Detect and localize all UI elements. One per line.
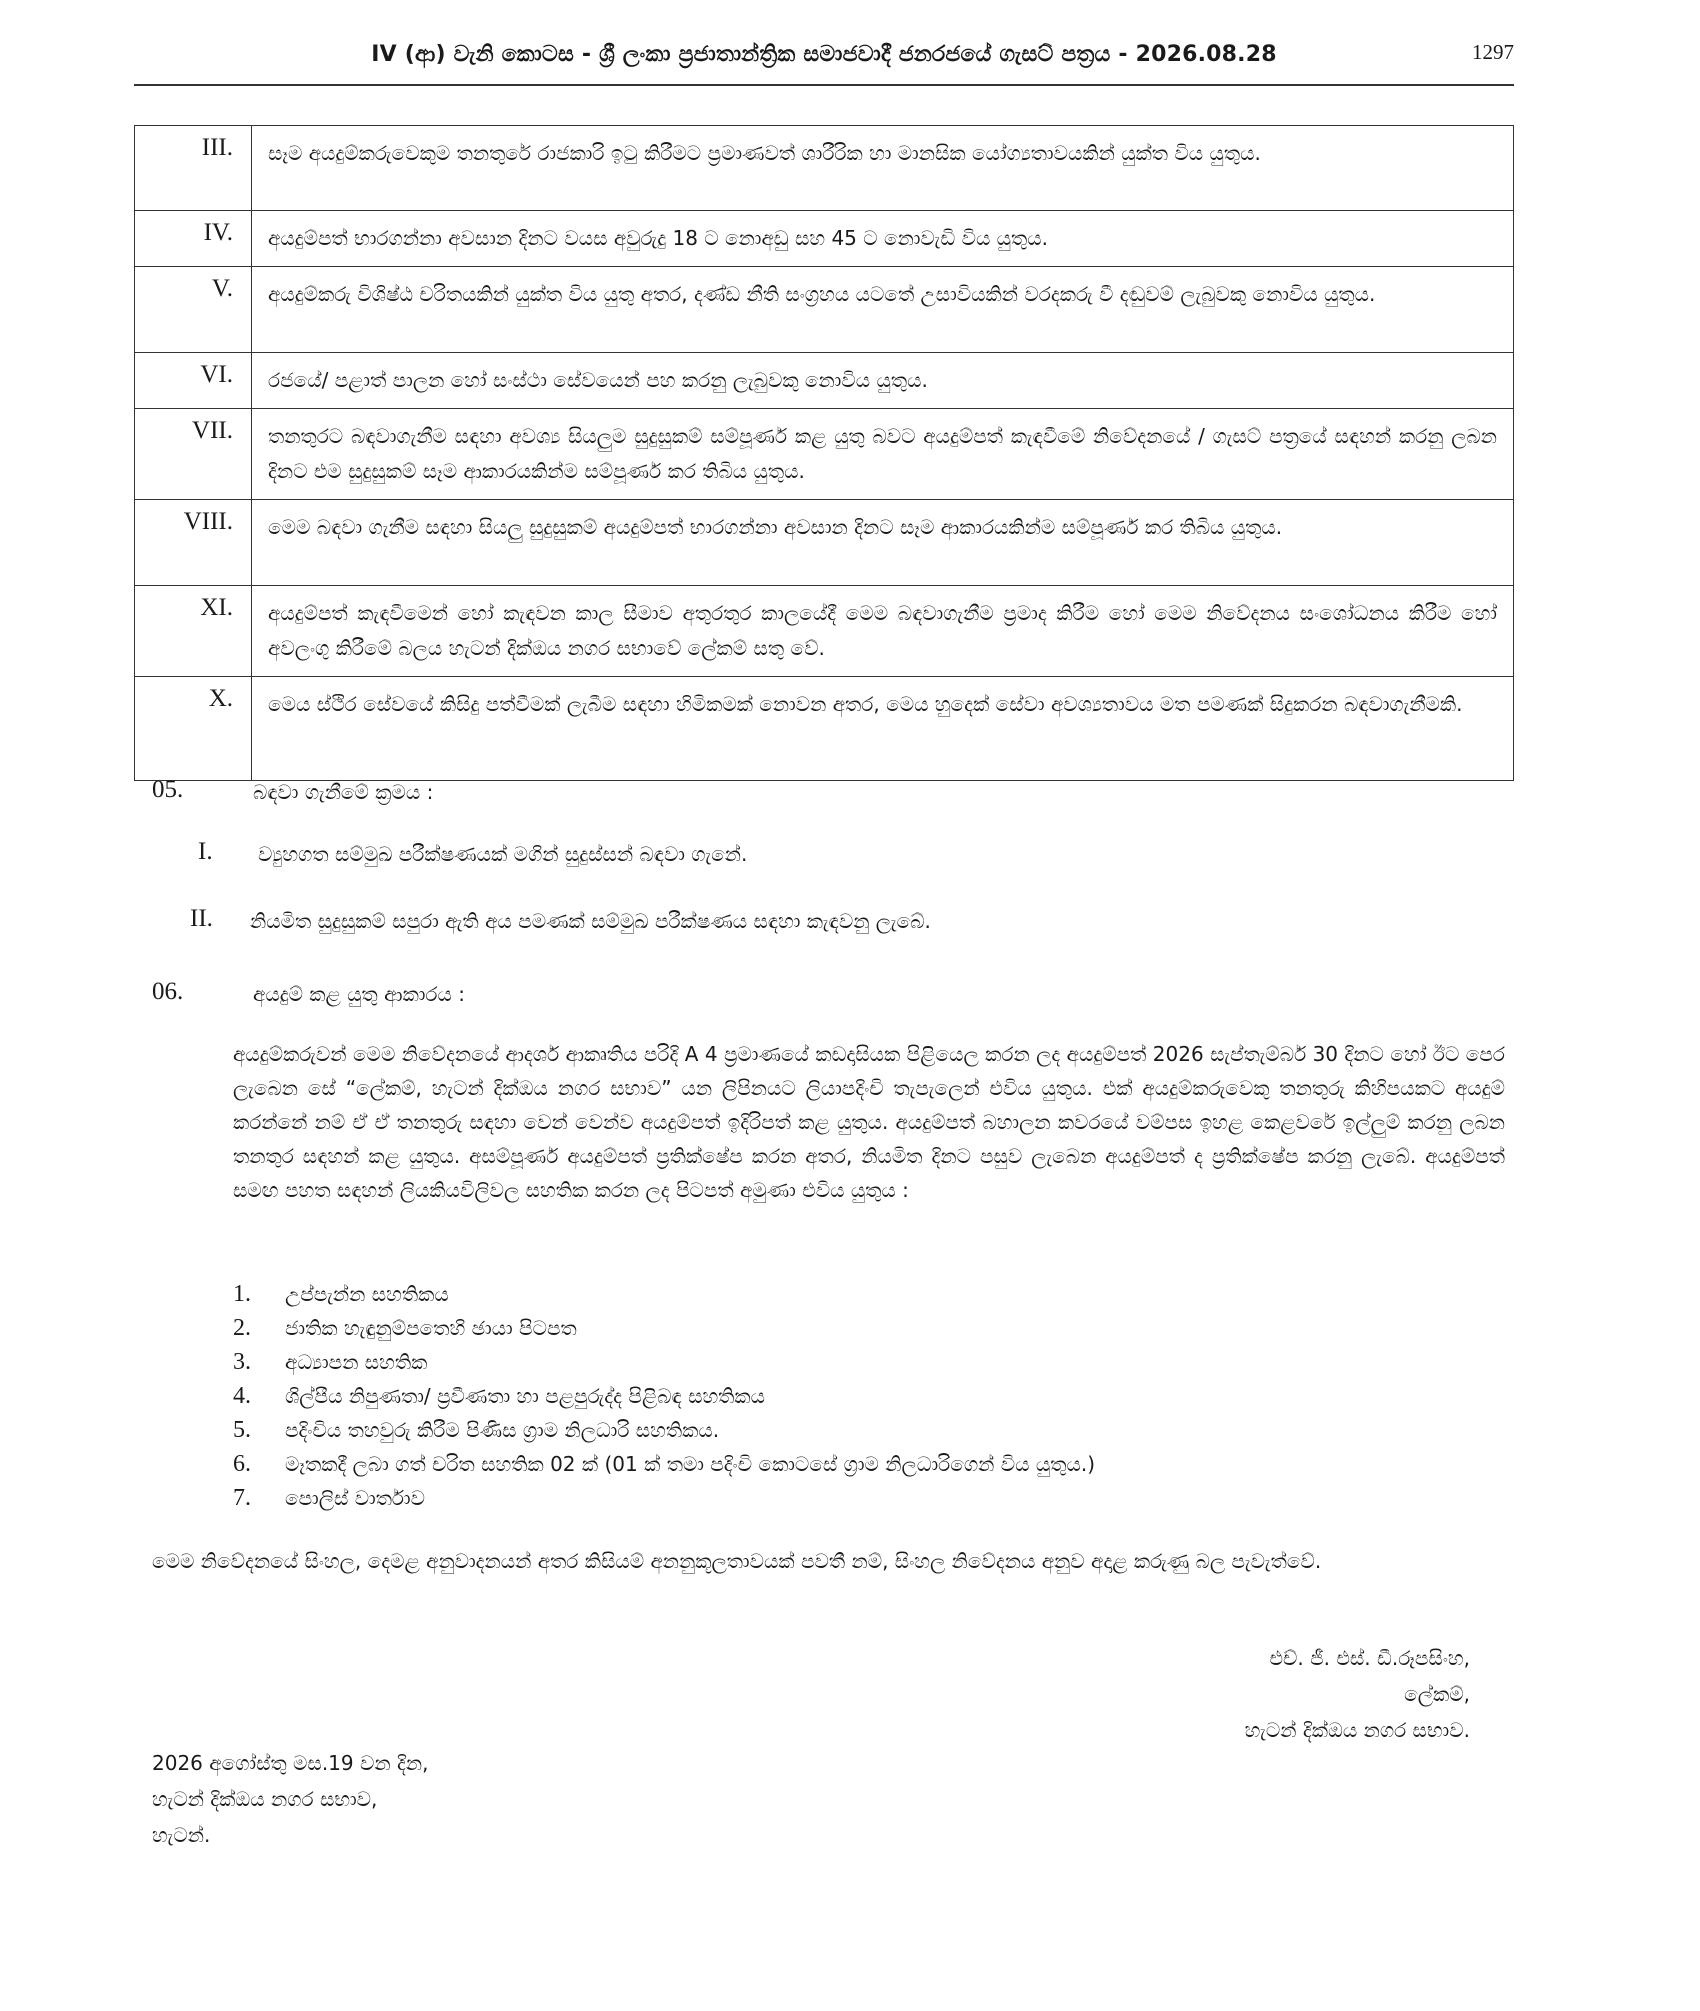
table-row (135, 409, 1514, 500)
row-number: V. (135, 267, 252, 353)
page-header (134, 36, 1514, 86)
signatory-designation: ලේකම්, (1404, 1682, 1470, 1706)
application-instructions: අයදුම්කරුවන් මෙම නිවේදනයේ ආදර්ශ ආකෘතිය පරිදි A 4 ප්‍රමාණයේ කඩදාසියක පිළියෙල කරන ලද අයදුම්පත් 2026 සැප්තැම්බර් 30 දිනට හෝ ඊට පෙර ලැබෙන සේ “ලේකම්, හැටන් දික්ඔය නගර සභාව” යන ලිපිනයට ලියාපදිංචි තැපැලෙන් එවිය යුතුය. එක් අයදුම්කරුවෙකු තනතුරු කිහිපයකට අයදුම් කරන්නේ නම් ඒ ඒ තනතුරු සඳහා වෙන් වෙන්ව අයදුම්පත් ඉදිරිපත් කළ යුතුය. අයදුම්පත් බහාලන කවරයේ වම්පස ඉහළ කෙළවරේ ඉල්ලුම් කරනු ලබන තනතුර සඳහන් කළ යුතුය. අසම්පූර්ණ අයදුම්පත් ප්‍රතික්ෂේප කරන අතර, නියමිත දිනට පසුව ලැබෙන අයදුම්පත් ද ප්‍රතික්ෂේප කරනු ලැබේ. අයදුම්පත් සමඟ පහත සඳහන් ලියකියවිලිවල සහතික කරන ලද පිටපත් අමුණා එවිය යුතුය : (233, 1042, 1506, 1202)
list-item-number: 4. (233, 1383, 251, 1409)
list-item-number: 7. (233, 1485, 251, 1511)
row-number: IV. (135, 211, 252, 267)
section-06-title: අයදුම් කළ යුතු ආකාරය : (253, 982, 465, 1006)
list-item-text: ජාතික හැඳුනුම්පතෙහි ඡායා පිටපත (285, 1316, 577, 1340)
signatory-name: එච්. ජී. එස්. ඩී.රූපසිංහ, (1269, 1646, 1470, 1670)
list-item-text: පොලිස් වාර්තාව (285, 1486, 425, 1510)
row-text: අයදුම්කරු විශිෂ්ඨ චරිතයකින් යුක්ත විය යුතු අතර, දණ්ඩ නීති සංග්‍රහය යටතේ උසාවියකින් වරදකරු වී දඬුවම් ලැබුවකු නොවිය යුතුය. (252, 267, 1514, 353)
list-item (233, 1481, 1095, 1515)
row-text: අයදුම්පත් භාරගන්නා අවසාන දිනට වයස අවුරුදු 18 ට නොඅඩු සහ 45 ට නොවැඩි විය යුතුය. (252, 211, 1514, 267)
required-documents-list (233, 1277, 1095, 1515)
section-05-item-text: නියමිත සුදුසුකම් සපුරා ඇති අය පමණක් සම්මුඛ පරීක්ෂණය සඳහා කැඳවනු ලැබේ. (250, 909, 931, 933)
row-number: VII. (135, 409, 252, 500)
table-row (135, 586, 1514, 677)
list-item-number: 3. (233, 1349, 251, 1375)
list-item (233, 1447, 1095, 1481)
language-note: මෙම නිවේදනයේ සිංහල, දෙමළ අනුවාදනයන් අතර කිසියම් අනනුකූලතාවයක් පවතී නම්, සිංහල නිවේදනය අනුව අදාළ කරුණු බල පැවැත්වේ. (152, 1549, 1322, 1573)
section-05-number: 05. (152, 776, 184, 803)
row-number: VI. (135, 353, 252, 409)
list-item (233, 1413, 1095, 1447)
issue-place: හැටන්. (152, 1823, 211, 1847)
row-number: X. (135, 677, 252, 781)
issue-date: 2026 අගෝස්තු මස.19 වන දින, (152, 1751, 429, 1775)
section-05-title: බඳවා ගැනීමේ ක්‍රමය : (253, 780, 434, 804)
list-item-text: ශිල්පීය නිපුණතා/ ප්‍රවීණතා හා පළපුරුද්ද පිළිබඳ සහතිකය (285, 1384, 766, 1408)
section-06-number: 06. (152, 978, 184, 1005)
row-text: අයදුම්පත් කැඳවීමෙන් හෝ කැඳවන කාල සීමාව අතුරතුර කාලයේදී මෙම බඳවාගැනීම ප්‍රමාද කිරීම හෝ මෙම නිවේදනය සංශෝධනය කිරීම හෝ අවලංගු කිරීමේ බලය හැටන් දික්ඔය නගර සභාවේ ලේකම් සතු වේ. (252, 586, 1514, 677)
table-row (135, 267, 1514, 353)
page-number: 1297 (1472, 40, 1514, 64)
row-text: සෑම අයදුම්කරුවෙකුම තනතුරේ රාජකාරි ඉටු කිරීමට ප්‍රමාණවත් ශාරීරික හා මානසික යෝග්‍යතාවයකින් යුක්ත විය යුතුය. (252, 126, 1514, 211)
list-item-number: 1. (233, 1281, 251, 1307)
list-item-text: අධ්‍යාපන සහතික (285, 1350, 428, 1374)
row-number: XI. (135, 586, 252, 677)
section-05-item-number: I. (198, 838, 213, 865)
signature-block (1245, 1640, 1470, 1748)
list-item (233, 1345, 1095, 1379)
table-row (135, 211, 1514, 267)
header-title: IV (ආ) වැනි කොටස - ශ්‍රී ලංකා ප්‍රජාතාන්ත්‍රික සමාජවාදී ජනරජයේ ගැසට් පත්‍රය - 2026.08.28 (371, 42, 1277, 67)
date-place-block (152, 1745, 428, 1853)
table-row (135, 126, 1514, 211)
table-row (135, 500, 1514, 586)
row-text: මෙය ස්ථිර සේවයේ කිසිදු පත්වීමක් ලැබීම සඳහා හිමිකමක් නොවන අතර, මෙය හුදෙක් සේවා අවශ්‍යතාවය මත පමණක් සිදුකරන බඳවාගැනීමකි. (252, 677, 1514, 781)
table-row (135, 677, 1514, 781)
list-item (233, 1379, 1095, 1413)
list-item-number: 6. (233, 1451, 251, 1477)
list-item-text: පදිංචිය තහවුරු කිරීම පිණිස ග්‍රාම නිලධාරි සහතිකය. (285, 1418, 720, 1442)
list-item-number: 2. (233, 1315, 251, 1341)
list-item-text: මෑතකදී ලබා ගත් චරිත සහතික 02 ක් (01 ක් තමා පදිංචි කොටසේ ග්‍රාම නිලධාරිගෙන් විය යුතුය.) (285, 1452, 1096, 1476)
row-text: තනතුරට බඳවාගැනීම සඳහා අවශ්‍ය සියලුම සුදුසුකම් සම්පූර්ණ කළ යුතු බවට අයදුම්පත් කැඳවීමේ නිවේදනයේ / ගැසට් පත්‍රයේ සඳහන් කරනු ලබන දිනට එම සුදුසුකම් සෑම ආකාරයකින්ම සම්පූර්ණ කර තිබිය යුතුය. (252, 409, 1514, 500)
row-number: VIII. (135, 500, 252, 586)
section-05-item-text: ව්‍යුහගත සම්මුඛ පරීක්ෂණයක් මගින් සුදුස්සන් බඳවා ගැනේ. (258, 842, 748, 866)
list-item (233, 1311, 1095, 1345)
row-text: මෙම බඳවා ගැනීම සඳහා සියලු සුදුසුකම් අයදුම්පත් භාරගන්නා අවසාන දිනට සෑම ආකාරයකින්ම සම්පූර්ණ කර තිබිය යුතුය. (252, 500, 1514, 586)
requirements-table (134, 125, 1514, 781)
list-item-text: උප්පැන්න සහතිකය (285, 1282, 449, 1306)
section-05-item-number: II. (190, 905, 213, 932)
list-item-number: 5. (233, 1417, 251, 1443)
row-number: III. (135, 126, 252, 211)
list-item (233, 1277, 1095, 1311)
row-text: රජයේ/ පළාත් පාලන හෝ සංස්ථා සේවයෙන් පහ කරනු ලැබුවකු නොවිය යුතුය. (252, 353, 1514, 409)
table-row (135, 353, 1514, 409)
signatory-office: හැටන් දික්ඔය නගර සභාව. (1244, 1718, 1470, 1742)
issue-office: හැටන් දික්ඔය නගර සභාව, (152, 1787, 378, 1811)
